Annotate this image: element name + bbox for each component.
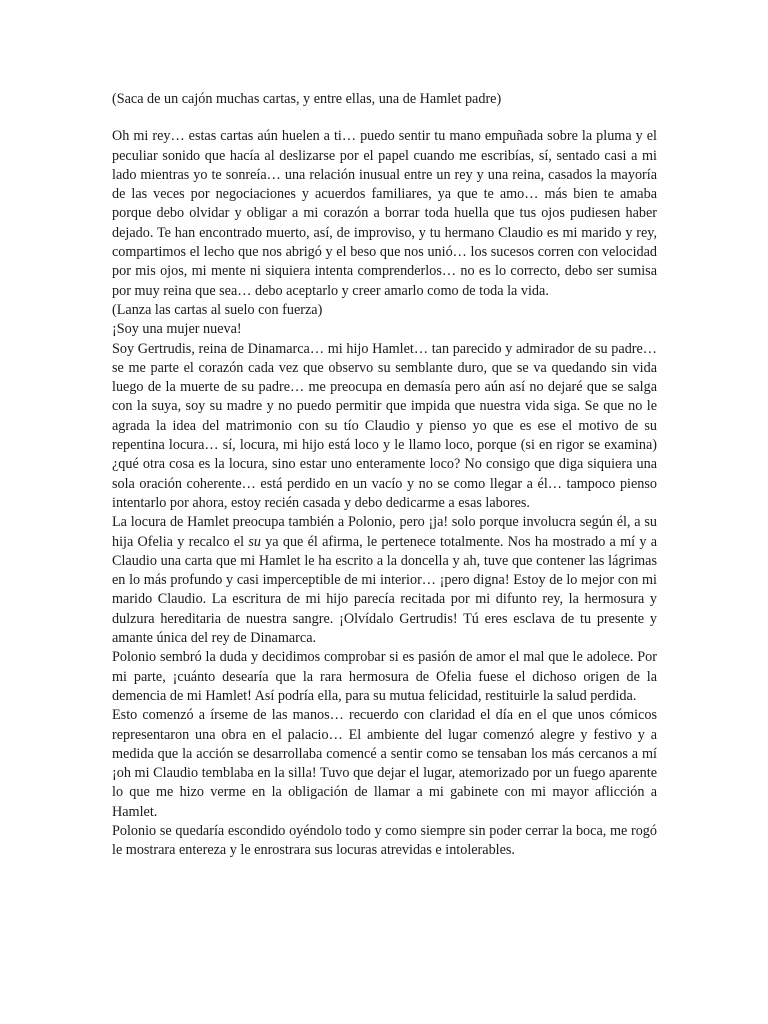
document-page: [112, 90, 657, 861]
emphasis-su: su: [248, 533, 261, 550]
paragraph-letters: Oh mi rey… estas cartas aún huelen a ti… puedo sentir tu mano empuñada sobre la pluma y el peculiar sonido que hacía al deslizarse por el papel cuando me escribías, sí, sentado casi a mi lado mientras yo te sonreía… una relación inusual entre un rey y una reina, casados la mayoría de las veces por negociaciones y acuerdos familiares, ya que te amo… más bien te amaba porque debo olvidar y obligar a mi corazón a borrar toda huella que tus ojos pudiesen haber dejado. Te han encontrado muerto, así, de improviso, y tu hermano Claudio es mi marido y rey, compartimos el lecho que nos abrigó y el beso que nos unió… los sucesos corren con velocidad por mis ojos, mi mente ni siquiera intenta comprenderlos… no es lo correcto, debo ser sumisa por muy reina que sea… debo aceptarlo y creer amarlo como de toda la vida.: [112, 128, 657, 299]
exclamation-line: ¡Soy una mujer nueva!: [112, 321, 242, 338]
paragraph-comedians: Esto comenzó a írseme de las manos… recuerdo con claridad el día en el que unos cómicos representaron una obra en el palacio… El ambiente del lugar comenzó alegre y festivo y a medida que la acción se desarrollaba comencé a sentir como se tensaban los más cercanos a mí ¡oh mi Claudio temblaba en la silla! Tuvo que dejar el lugar, atemorizado por un fuego aparente lo que me hizo verme en la obligación de llamar a mi gabinete con mi mayor aflicción a Hamlet.: [112, 707, 657, 820]
stage-direction-throw-letters: (Lanza las cartas al suelo con fuerza): [112, 301, 323, 318]
paragraph-polonio-ofelia: [112, 513, 657, 648]
paragraph-doubt: Polonio sembró la duda y decidimos comprobar si es pasión de amor el mal que le adolece. Por mi parte, ¡cuánto desearía que la rara hermosura de Ofelia fuese el dichoso origen de la demencia de mi Hamlet! Así podría ella, para su mutua felicidad, restituirle la salud perdida.: [112, 649, 657, 704]
paragraph-polonio-ofelia-part-2: ya que él afirma, le pertenece totalmente. Nos ha mostrado a mí y a Claudio una carta que mi Hamlet le ha escrito a la doncella y ah, tuve que contener las lágrimas en lo más profundo y casi imperceptible de mi interior… ¡pero digna! Estoy de lo mejor con mi marido Claudio. La escritura de mi hijo parecía recitada por mi difunto rey, la hermosura y dulzura hereditaria de nuestra sangre. ¡Olvídalo Gertrudis! Tú eres esclava de tu presente y amante única del rey de Dinamarca.: [112, 533, 657, 647]
paragraph-gertrudis: Soy Gertrudis, reina de Dinamarca… mi hijo Hamlet… tan parecido y admirador de su padre… se me parte el corazón cada vez que observo su semblante duro, que se va quedando sin vida luego de la muerte de su padre… me preocupa en demasía pero aún así no dejaré que se salga con la suya, soy su madre y no puedo permitir que impida que nuestra vida siga. Se que no le agrada la idea del matrimonio con su tío Claudio y pienso yo que es ese el motivo de su repentina locura… sí, locura, mi hijo está loco y le llamo loco, porque (si en rigor se examina) ¿qué otra cosa es la locura, sino estar uno enteramente loco? No consigo que diga siquiera una sola oración coherente… está perdido en un vacío y no se como llegar a él… tampoco pienso intentarlo por ahora, estoy recién casada y debo dedicarme a esas labores.: [112, 340, 657, 511]
paragraph-polonio-hidden: Polonio se quedaría escondido oyéndolo todo y como siempre sin poder cerrar la boca, me rogó le mostrara entereza y le enrostrara sus locuras atrevidas e intolerables.: [112, 822, 657, 859]
stage-direction-opening: (Saca de un cajón muchas cartas, y entre ellas, una de Hamlet padre): [112, 91, 502, 107]
paragraph-polonio-ofelia-part-1: La locura de Hamlet preocupa también a Polonio, pero ¡ja! solo porque involucra según él, a su hija Ofelia y recalco el: [112, 514, 657, 550]
